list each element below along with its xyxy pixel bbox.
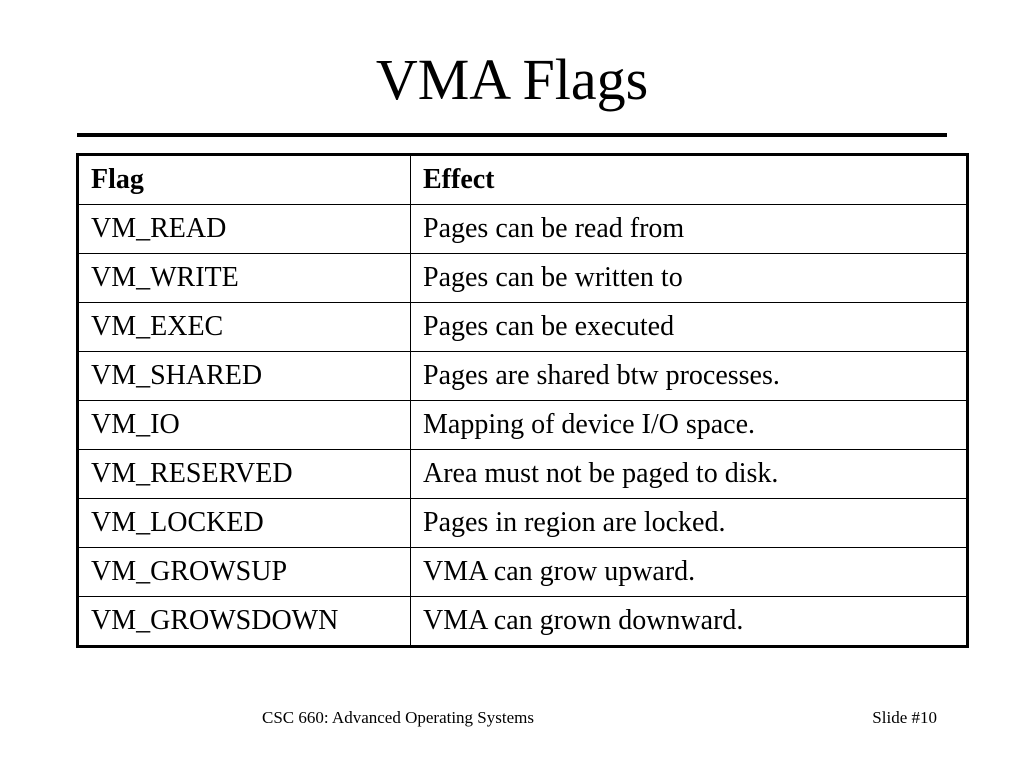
table-header-row (78, 155, 968, 205)
flag-cell: VM_RESERVED (78, 450, 411, 499)
effect-cell: VMA can grown downward. (411, 597, 968, 647)
table-row (78, 205, 968, 254)
table-row (78, 597, 968, 647)
table-row (78, 401, 968, 450)
effect-cell: Pages can be written to (411, 254, 968, 303)
slide-title: VMA Flags (375, 47, 649, 112)
footer-slide-number: Slide #10 (872, 708, 937, 727)
effect-cell: Pages are shared btw processes. (411, 352, 968, 401)
flag-cell: VM_EXEC (78, 303, 411, 352)
header-effect: Effect (411, 155, 968, 205)
flag-cell: VM_GROWSDOWN (78, 597, 411, 647)
flag-cell: VM_SHARED (78, 352, 411, 401)
flag-cell: VM_READ (78, 205, 411, 254)
header-flag: Flag (78, 155, 411, 205)
flag-cell: VM_LOCKED (78, 499, 411, 548)
effect-cell: VMA can grow upward. (411, 548, 968, 597)
flag-cell: VM_WRITE (78, 254, 411, 303)
table-row (78, 254, 968, 303)
title-underline (77, 133, 947, 137)
effect-cell: Pages can be executed (411, 303, 968, 352)
flag-cell: VM_IO (78, 401, 411, 450)
table-row (78, 499, 968, 548)
flag-cell: VM_GROWSUP (78, 548, 411, 597)
effect-cell: Mapping of device I/O space. (411, 401, 968, 450)
effect-cell: Pages in region are locked. (411, 499, 968, 548)
vma-flags-table (76, 153, 969, 648)
table-row (78, 352, 968, 401)
effect-cell: Pages can be read from (411, 205, 968, 254)
table-row (78, 303, 968, 352)
table-row (78, 548, 968, 597)
table-row (78, 450, 968, 499)
footer-course-title: CSC 660: Advanced Operating Systems (262, 708, 534, 727)
effect-cell: Area must not be paged to disk. (411, 450, 968, 499)
